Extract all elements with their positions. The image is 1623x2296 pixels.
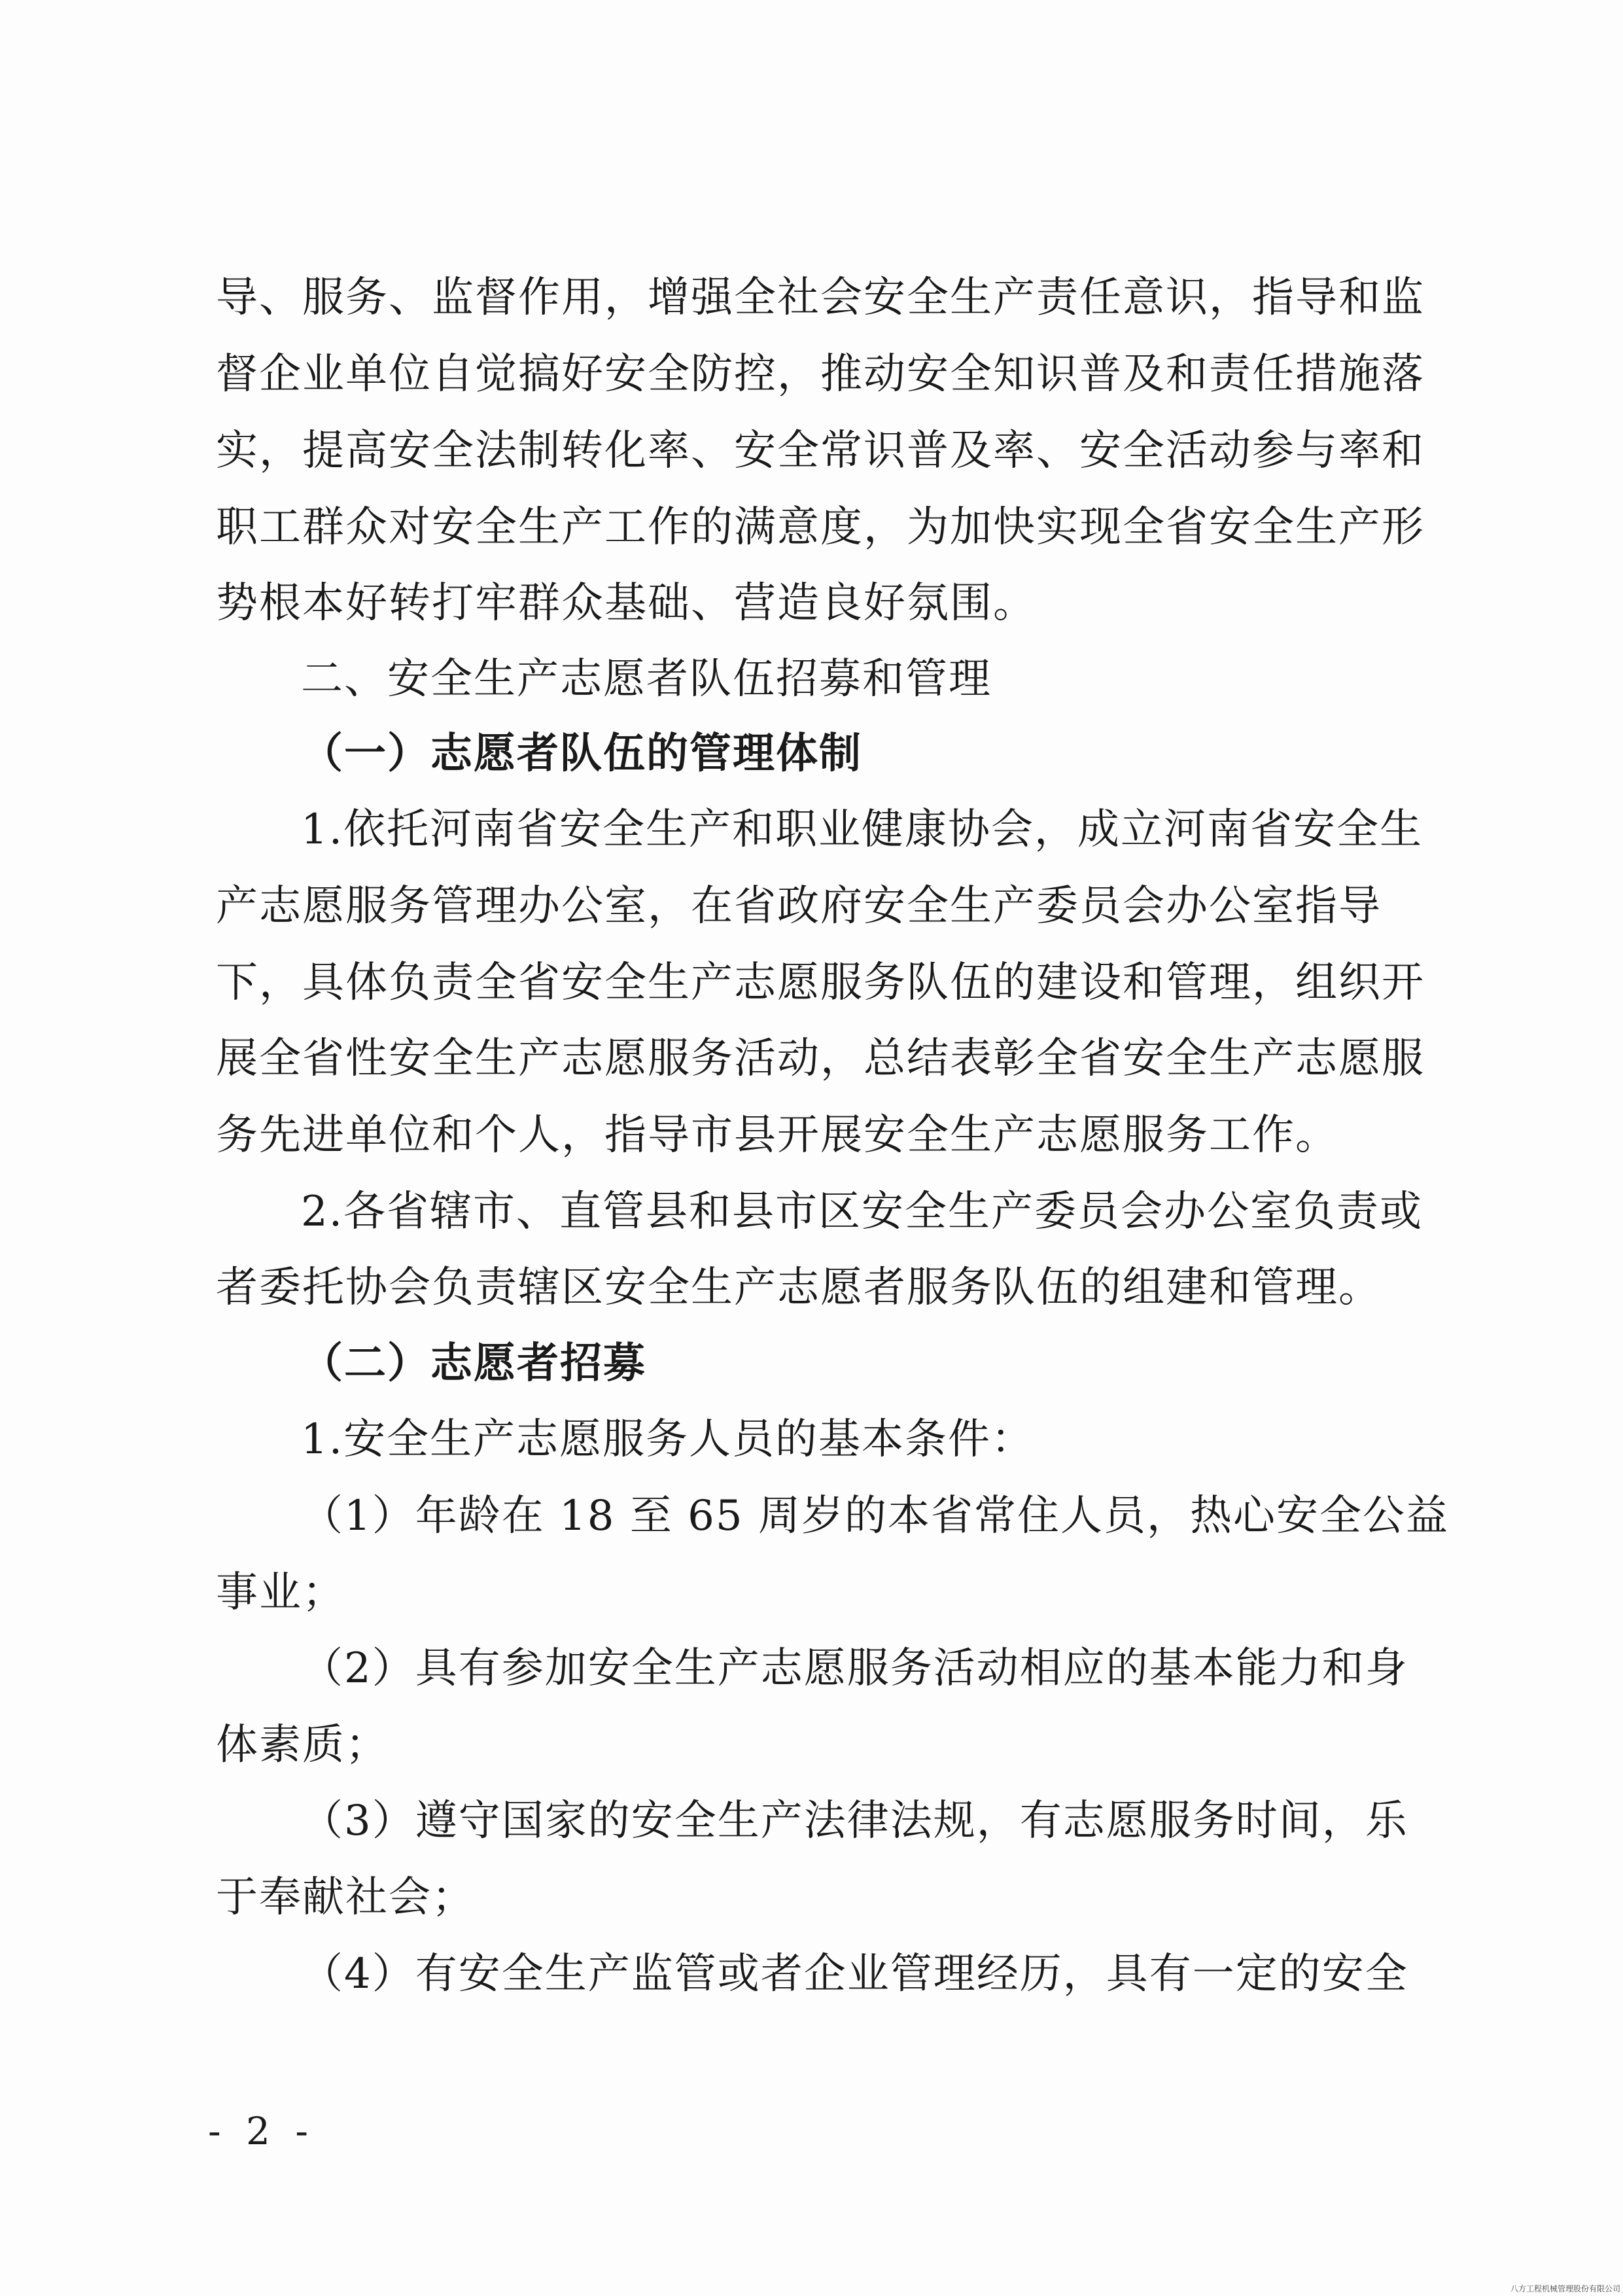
body-line: 督企业单位自觉搞好安全防控，推动安全知识普及和责任措施落 — [216, 350, 1425, 398]
body-line: 产志愿服务管理办公室，在省政府安全生产委员会办公室指导 — [216, 882, 1382, 930]
body-line: 于奉献社会； — [216, 1873, 475, 1922]
body-line: 下，具体负责全省安全生产志愿服务队伍的建设和管理，组织开 — [216, 959, 1425, 1007]
body-line: 事业； — [216, 1568, 345, 1617]
body-line: （3）遵守国家的安全生产法律法规，有志愿服务时间，乐 — [301, 1797, 1408, 1845]
body-line: 势根本好转打牢群众基础、营造良好氛围。 — [216, 579, 1036, 627]
body-line: 职工群众对安全生产工作的满意度，为加快实现全省安全生产形 — [216, 503, 1425, 552]
body-line: 导、服务、监督作用，增强全社会安全生产责任意识，指导和监 — [216, 274, 1425, 322]
body-line: 2.各省辖市、直管县和县市区安全生产委员会办公室负责或 — [301, 1188, 1423, 1236]
body-line: 展全省性安全生产志愿服务活动，总结表彰全省安全生产志愿服 — [216, 1034, 1425, 1083]
section-heading: 二、安全生产志愿者队伍招募和管理 — [301, 655, 992, 703]
body-line: （1）年龄在 18 至 65 周岁的本省常住人员，热心安全公益 — [301, 1492, 1449, 1540]
body-line: （4）有安全生产监管或者企业管理经历，具有一定的安全 — [301, 1950, 1408, 1998]
corner-stamp: 八方工程机械管理股份有限公司 — [1510, 2284, 1620, 2293]
body-line: 实，提高安全法制转化率、安全常识普及率、安全活动参与率和 — [216, 427, 1425, 475]
subsection-heading: （一）志愿者队伍的管理体制 — [301, 729, 862, 778]
body-line: 1.安全生产志愿服务人员的基本条件： — [301, 1415, 1035, 1464]
body-line: 者委托协会负责辖区安全生产志愿者服务队伍的组建和管理。 — [216, 1263, 1382, 1312]
body-line: 1.依托河南省安全生产和职业健康协会，成立河南省安全生 — [301, 805, 1423, 854]
page-number: - 2 - — [208, 2109, 315, 2153]
body-line: 务先进单位和个人，指导市县开展安全生产志愿服务工作。 — [216, 1111, 1338, 1159]
body-line: （2）具有参加安全生产志愿服务活动相应的基本能力和身 — [301, 1644, 1408, 1693]
body-line: 体素质； — [216, 1721, 389, 1769]
subsection-heading: （二）志愿者招募 — [301, 1339, 646, 1388]
